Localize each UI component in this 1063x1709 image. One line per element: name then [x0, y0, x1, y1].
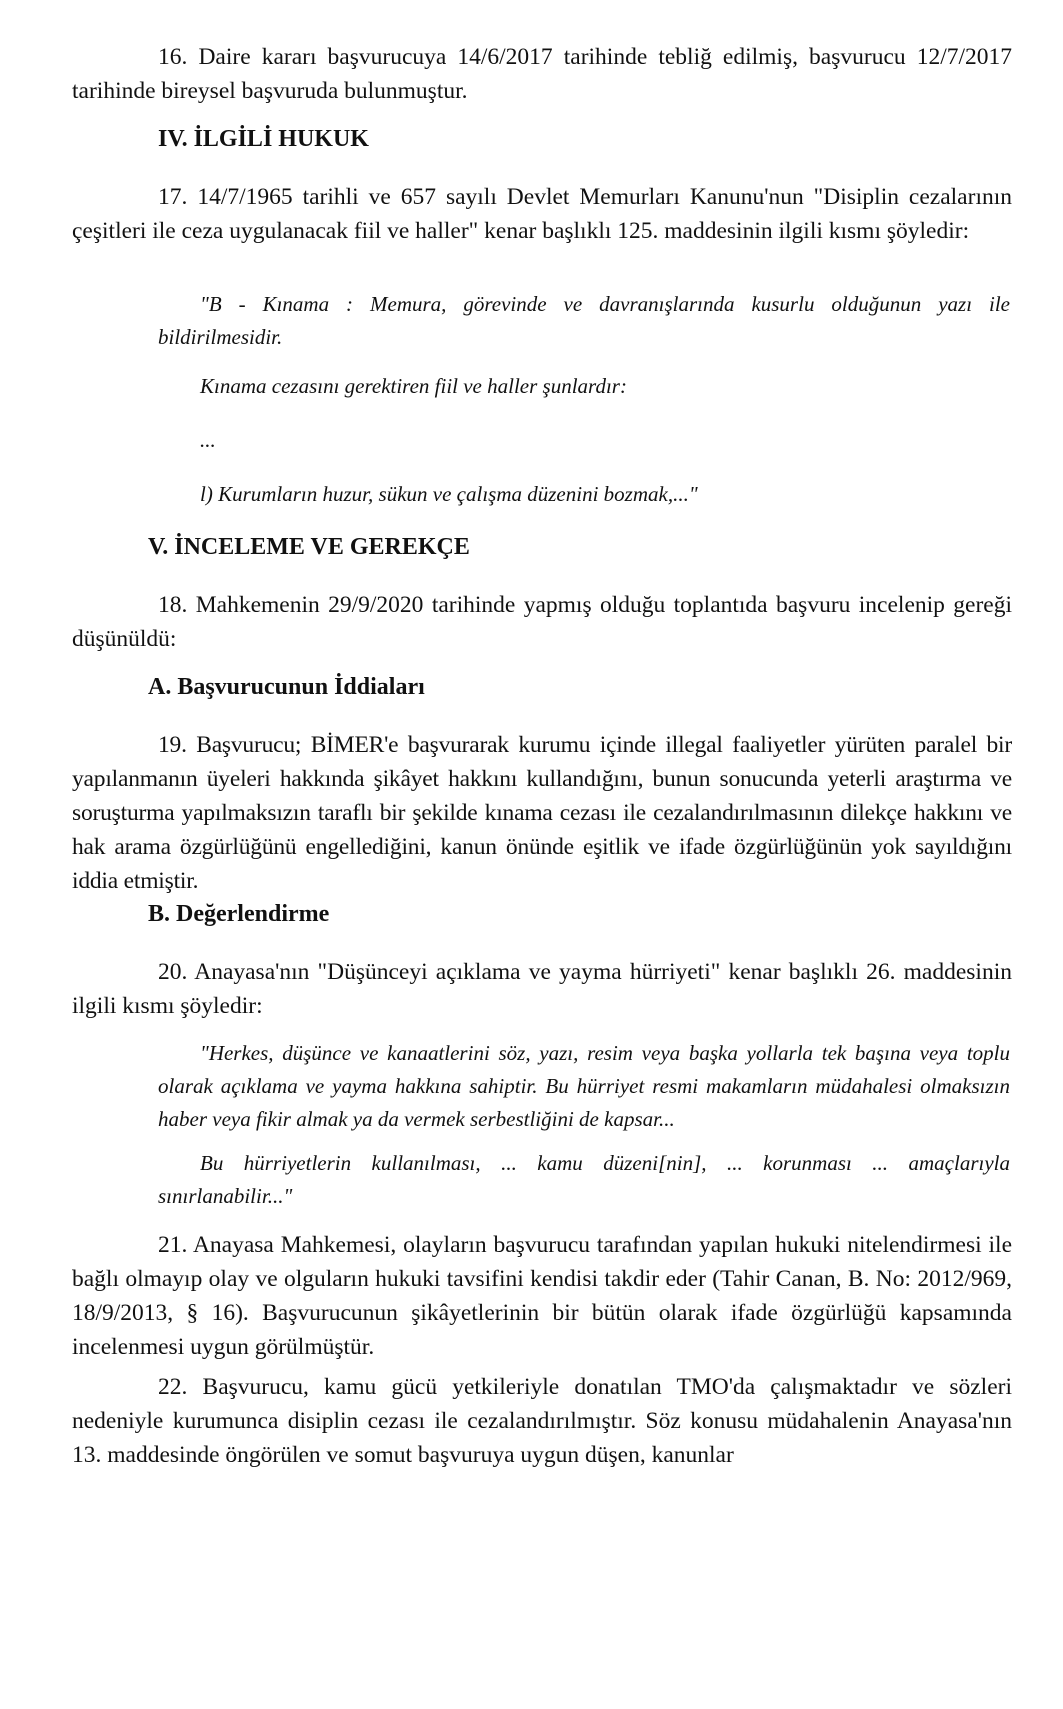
- quote-17-kinama: "B - Kınama : Memura, görevinde ve davranışlarında kusurlu olduğunun yazı ile bildirilmesidir.: [158, 292, 1010, 349]
- quote-17-item-l: l) Kurumların huzur, sükun ve çalışma düzenini bozmak,...": [200, 482, 698, 506]
- paragraph-20: 20. Anayasa'nın "Düşünceyi açıklama ve yayma hürriyeti" kenar başlıklı 26. maddesinin ilgili kısmı şöyledir:: [72, 959, 1012, 1019]
- subheading-degerlendirme: B. Değerlendirme: [148, 901, 330, 927]
- section-heading-inceleme-ve-gerekce: V. İNCELEME VE GEREKÇE: [148, 534, 470, 560]
- quote-20-sinirlanabilir: Bu hürriyetlerin kullanılması, ... kamu düzeni[nin], ... korunması ... amaçlarıyla sınırlanabilir...": [158, 1151, 1010, 1208]
- paragraph-17: 17. 14/7/1965 tarihli ve 657 sayılı Devlet Memurları Kanunu'nun "Disiplin cezalarının çeşitleri ile ceza uygulanacak fiil ve haller" kenar başlıklı 125. maddesinin ilgili kısmı şöyledir:: [72, 184, 1012, 244]
- paragraph-19: 19. Başvurucu; BİMER'e başvurarak kurumu içinde illegal faaliyetler yürüten paralel bir yapılanmanın üyeleri hakkında şikâyet hakkını kullandığını, bunun sonucunda yeterli araştırma ve soruşturma yapılmaksızın taraflı bir şekilde kınama cezası ile cezalandırılmasının dilekçe hakkını ve hak arama özgürlüğünü engellediğini, kanun önünde eşitlik ve ifade özgürlüğünün yok sayıldığını iddia etmiştir.: [72, 732, 1012, 894]
- paragraph-18: 18. Mahkemenin 29/9/2020 tarihinde yapmış olduğu toplantıda başvuru incelenip gereği düşünüldü:: [72, 592, 1012, 652]
- paragraph-21: 21. Anayasa Mahkemesi, olayların başvurucu tarafından yapılan hukuki nitelendirmesi ile bağlı olmayıp olay ve olguların hukuki tavsifini kendisi takdir eder (Tahir Canan, B. No: 2012/969, 18/9/2013, § 16). Başvurucunun şikâyetlerinin bir bütün olarak ifade özgürlüğü kapsamında incelenmesi uygun görülmüştür.: [72, 1232, 1012, 1360]
- subheading-basvurucunun-iddialari: A. Başvurucunun İddiaları: [148, 674, 425, 700]
- section-heading-ilgili-hukuk: IV. İLGİLİ HUKUK: [158, 126, 369, 152]
- paragraph-22: 22. Başvurucu, kamu gücü yetkileriyle donatılan TMO'da çalışmaktadır ve sözleri nedeniyle kurumunca disiplin cezası ile cezalandırılmıştır. Söz konusu müdahalenin Anayasa'nın 13. maddesinde öngörülen ve somut başvuruya uygun düşen, kanunlar: [72, 1374, 1012, 1468]
- quote-20-herkes: "Herkes, düşünce ve kanaatlerini söz, yazı, resim veya başka yollarla tek başına veya toplu olarak açıklama ve yayma hakkına sahiptir. Bu hürriyet resmi makamların müdahalesi olmaksızın haber veya fikir almak ya da vermek serbestliğini de kapsar...: [158, 1041, 1010, 1131]
- quote-17-ellipsis: ...: [200, 428, 216, 452]
- quote-17-fiil-ve-haller: Kınama cezasını gerektiren fiil ve haller şunlardır:: [200, 374, 627, 398]
- paragraph-16: 16. Daire kararı başvurucuya 14/6/2017 tarihinde tebliğ edilmiş, başvurucu 12/7/2017 tarihinde bireysel başvuruda bulunmuştur.: [72, 44, 1012, 104]
